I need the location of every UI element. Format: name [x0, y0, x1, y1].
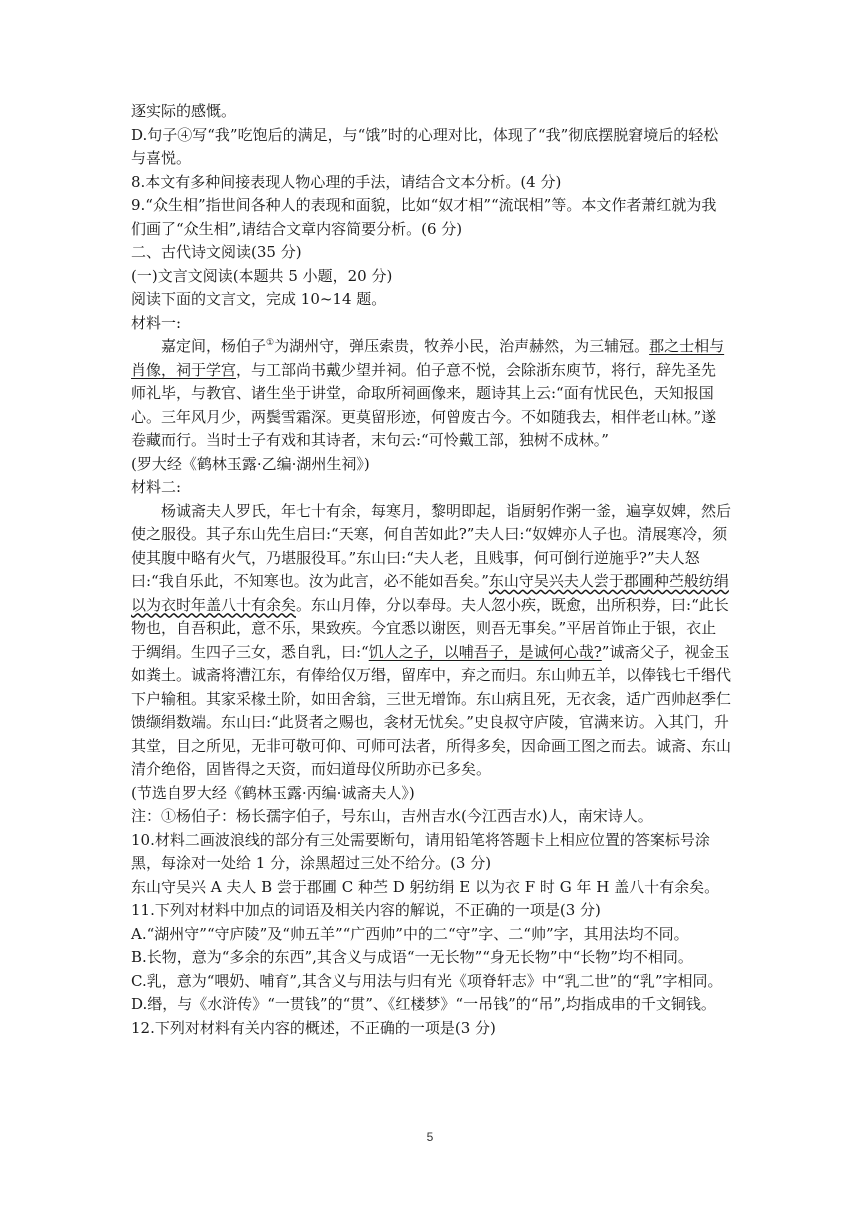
underlined-sentence: 饥人之子，以哺吾子，是诚何心哉? [368, 642, 602, 661]
source-citation: (节选自罗大经《鹤林玉露·丙编·诚斋夫人》) [131, 783, 415, 802]
subsection-heading: (一)文言文阅读(本题共 5 小题，20 分) [131, 266, 393, 285]
passage-text: 杨诚斋夫人罗氏，年七十有余，每寒月，黎明即起，诣厨躬作粥一釜，遍享奴婢，然后使之服役。其子东山先生启曰:“天寒，何自苦如此?”夫人曰:“奴婢亦人子也。清展寒冷，须使其腹中略有火气，乃堪服役耳。”东山曰:“夫人老，且贱事，何可倒行逆施乎?”夫人怒曰:“我自乐此，不知寒也。汝为此言，必不能如吾矣。” [131, 501, 732, 590]
material-1-passage [131, 335, 731, 453]
passage-text: 为湖州守，弹压索贵，牧养小民，治声赫然，为三辅冠。 [274, 337, 650, 355]
question-10-sentence: 东山守吴兴 A 夫人 B 尝于郡圃 C 种苎 D 躬纺绢 E 以为衣 F 时 G 年 H 盖八十有余矣。 [131, 877, 720, 896]
passage-text: ”诚斋父子，视金玉如粪土。诚斋将漕江东，有俸给仅万缗，留库中，弃之而归。东山帅五羊，以俸钱七千缗代下户输租。其家采椽土阶，如田舍翁，三世无增饰。东山病且死，无衣衾，适广西帅赵季仁馈缬绢数端。东山曰:“此贤者之赐也，衾材无忧矣。”史良叔守庐陵，官满来访。入其门，升其堂，目之所见，无非可敬可仰、可师可法者，所得多矣，因命画工图之而去。诚斋、东山清介绝俗，固皆得之天资，而妇道母仪所助亦已多矣。 [131, 642, 732, 778]
material-1-label: 材料一: [131, 313, 182, 332]
underlined-sentence: 郡之士相与肖像，祠于学宫 [131, 337, 725, 379]
footnote: 注：①杨伯子：杨长孺字伯子，号东山，吉州吉水(今江西吉水)人，南宋诗人。 [131, 807, 653, 825]
option-c: C.乳，意为“喂奶、哺育”,其含义与用法与归有光《项脊轩志》中“乳二世”的“乳”字相同。 [131, 971, 723, 990]
section-heading: 二、古代诗文阅读(35 分) [131, 243, 302, 261]
passage-text: 。东山月俸，分以奉母。夫人忽小疾，既愈，出所积券，曰:“此长物也，自吾积此，意不乐，果致疾。今宜悉以谢医，则吾无事矣。”平居首饰止于银，衣止于绸绢。生四子三女，悉自乳，曰:“ [131, 595, 729, 661]
passage-text: 嘉定间，杨伯子 [161, 337, 267, 355]
option-d: D.缗，与《水浒传》“一贯钱”的“贯”、《红楼梦》“一吊钱”的“吊”,均指成串的千文铜钱。 [131, 995, 716, 1013]
option-b: B.长物，意为“多余的东西”,其含义与成语“一无长物”“身无长物”中“长物”均不相同。 [131, 948, 693, 966]
question-9: 9.“众生相”指世间各种人的表现和面貌，比如“奴才相”“流氓相”等。本文作者萧红就为我们画了“众生相”,请结合文章内容简要分析。(6 分) [131, 196, 717, 238]
page-content [131, 100, 731, 1040]
wavy-underlined-text: 东山守吴兴夫人尝于郡圃种苎般纺绢以为衣时年盖八十有余矣 [131, 572, 729, 614]
material-2-passage [131, 500, 731, 782]
question-12: 12.下列对材料有关内容的概述，不正确的一项是(3 分) [131, 1018, 496, 1037]
option-d-question7: D.句子④写“我”吃饱后的满足，与“饿”时的心理对比，体现了“我”彻底摆脱窘境后的轻松与喜悦。 [131, 125, 719, 167]
reading-instruction: 阅读下面的文言文，完成 10~14 题。 [131, 290, 387, 308]
material-2-label: 材料二: [131, 478, 182, 496]
source-citation: (罗大经《鹤林玉露·乙编·湖州生祠》) [131, 454, 370, 473]
footnote-marker: ① [266, 338, 275, 348]
question-8: 8.本文有多种间接表现人物心理的手法，请结合文本分析。(4 分) [131, 172, 562, 191]
question-10: 10.材料二画波浪线的部分有三处需要断句，请用铅笔将答题卡上相应位置的答案标号涂黑，每涂对一处给 1 分，涂黑超过三处不给分。(3 分) [131, 830, 710, 872]
option-a: A.“湖州守”“守庐陵”及“帅五羊”“广西帅”中的二“守”字、二“帅”字，其用法均不同。 [131, 924, 689, 943]
passage-text: ，与工部尚书戴少望并祠。伯子意不悦，会除浙东庾节，将行，辞先圣先师礼毕，与教官、诸生坐于讲堂，命取所祠画像来，题诗其上云:“面有忧民色，天知报国心。三年风月少，两鬓雪霜深。更莫留形迹，何曾废古今。不如随我去，相伴老山林。”遂卷藏而行。当时士子有戏和其诗者，末句云:“可怜戴工部，独树不成林。” [131, 360, 717, 449]
text-line: 逐实际的感慨。 [131, 102, 237, 120]
page-number: 5 [426, 1130, 434, 1144]
question-11: 11.下列对材料中加点的词语及相关内容的解说，不正确的一项是(3 分) [131, 901, 601, 919]
